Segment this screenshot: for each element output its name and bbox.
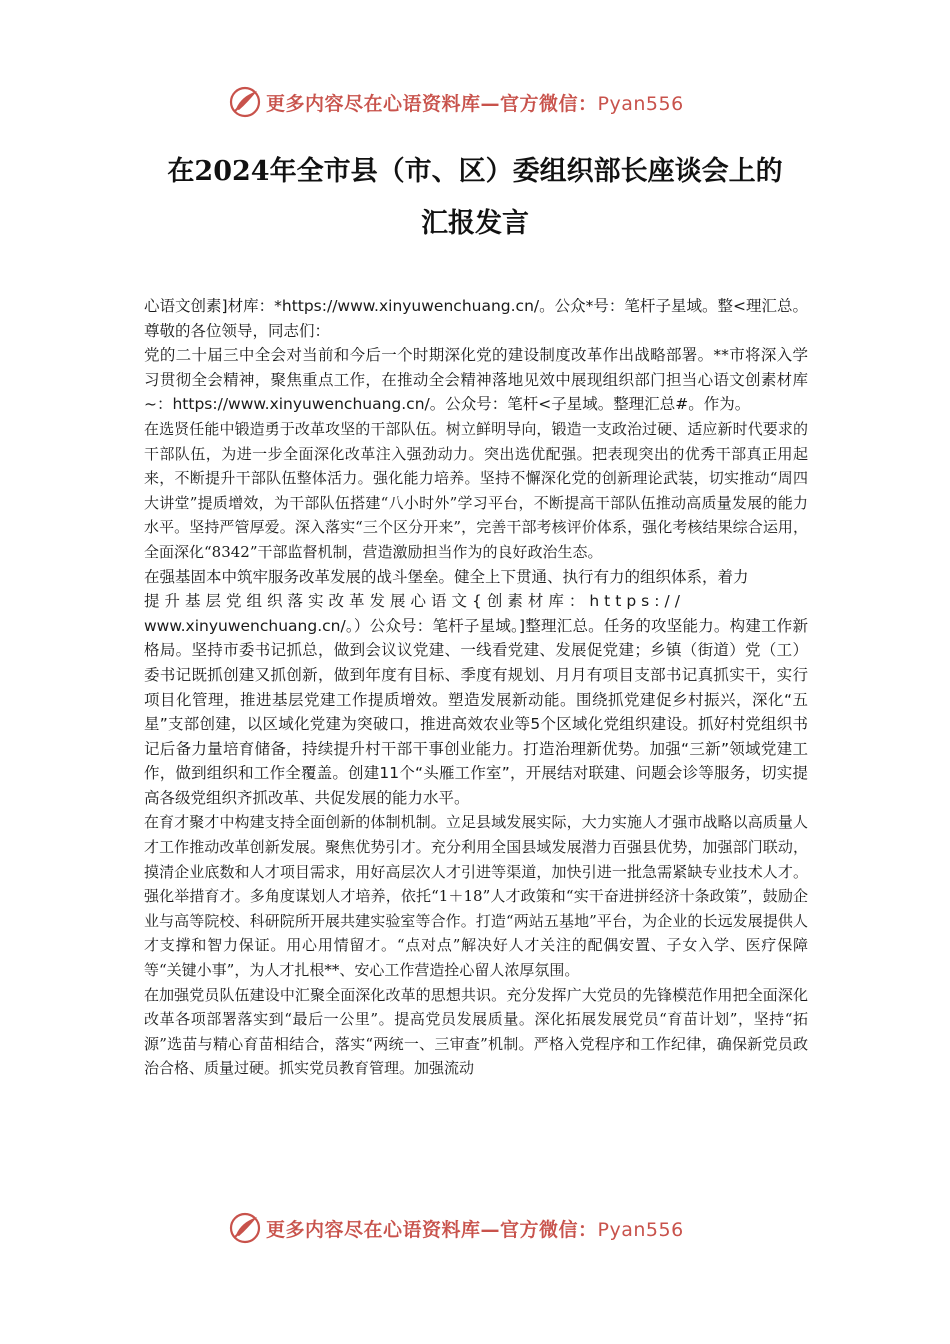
watermark-banner-top xyxy=(228,82,728,122)
document-body xyxy=(144,294,808,1081)
paragraph-preface: 党的二十届三中全会对当前和今后一个时期深化党的建设制度改革作出战略部署。**市将深入学习贯彻全会精神，聚焦重点工作，在推动全会精神落地见效中展现组织部门担当心语文创素材库~：https://www.xinyuwenchuang.cn/。公众号：笔杆<子星域。整理汇总#。作为。 xyxy=(144,346,808,414)
paragraph-grassroots xyxy=(144,565,808,811)
paragraph-talent: 在育才聚才中构建支持全面创新的体制机制。立足县域发展实际，大力实施人才强市战略以高质量人才工作推动改革创新发展。聚焦优势引才。充分利用全国县域发展潜力百强县优势，加强部门联动，摸清企业底数和人才项目需求，用好高层次人才引进等渠道，加快引进一批急需紧缺专业技术人才。强化举措育才。多角度谋划人才培养，依托“1＋18”人才政策和“实干奋进拼经济十条政策”，鼓励企业与高等院校、科研院所开展共建实验室等合作。打造“两站五基地”平台，为企业的长远发展提供人才支撑和智力保证。用心用情留才。“点对点”解决好人才关注的配偶安置、子女入学、医疗保障等“关键小事”，为人才扎根**、安心工作营造拴心留人浓厚氛围。 xyxy=(144,813,808,980)
paragraph-grassroots-line1: 在强基固本中筑牢服务改革发展的战斗堡垒。健全上下贯通、执行有力的组织体系，着力 xyxy=(144,567,749,586)
wechat-id: Pyan556 xyxy=(597,1218,684,1241)
paragraph-intro: 心语文创素]材库：*https://www.xinyuwenchuang.cn/。公众*号：笔杆子星域。整<理汇总。尊敬的各位领导，同志们： xyxy=(144,297,808,340)
book-quill-logo-icon xyxy=(228,1211,262,1245)
paragraph-cadres: 在选贤任能中锻造勇于改革攻坚的干部队伍。树立鲜明导向，锻造一支政治过硬、适应新时代要求的干部队伍，为进一步全面深化改革注入强劲动力。突出选优配强。把表现突出的优秀干部真正用起来，不断提升干部队伍整体活力。强化能力培养。坚持不懈深化党的创新理论武装，切实推动“周四大讲堂”提质增效，为干部队伍搭建“八小时外”学习平台，不断提高干部队伍推动高质量发展的能力水平。坚持严管厚爱。深入落实“三个区分开来”，完善干部考核评价体系，强化考核结果综合运用，全面深化“8342”干部监督机制，营造激励担当作为的良好政治生态。 xyxy=(144,419,808,561)
paragraph-grassroots-rest: www.xinyuwenchuang.cn/。）公众号：笔杆子星域。]整理汇总。任务的攻坚能力。构建工作新格局。坚持市委书记抓总，做到会议议党建、一线看党建、发展促党建；乡镇（街道）党（工）委书记既抓创建又抓创新，做到年度有目标、季度有规划、月月有项目支部书记真抓实干，实行项目化管理，推进基层党建工作提质增效。塑造发展新动能。围绕抓党建促乡村振兴，深化“五星”支部创建，以区域化党建为突破口，推进高效农业等5个区域化党组织建设。抓好村党组织书记后备力量培育储备，持续提升村干部干事创业能力。打造治理新优势。加强“三新”领域党建工作，做到组织和工作全覆盖。创建11个“头雁工作室”，开展结对联建、问题会诊等服务，切实提高各级党组织齐抓改革、共促发展的能力水平。 xyxy=(144,616,808,807)
title-line-2: 汇报发言 xyxy=(421,208,529,239)
watermark-text: 更多内容尽在心语资料库—官方微信：Pyan556 xyxy=(266,92,684,115)
paragraph-party-members: 在加强党员队伍建设中汇聚全面深化改革的思想共识。充分发挥广大党员的先锋模范作用把全面深化改革各项部署落实到“最后一公里”。提高党员发展质量。深化拓展发展党员“育苗计划”，坚持“拓源”选苗与精心育苗相结合，落实“两统一、三审查”机制。严格入党程序和工作纪律，确保新党员政治合格、质量过硬。抓实党员教育管理。加强流动 xyxy=(144,985,808,1078)
watermark-banner-bottom xyxy=(228,1208,728,1248)
document-title xyxy=(100,146,850,250)
paragraph-grassroots-line2: 提升基层党组织落实改革发展心语文{创素材库：https:// xyxy=(144,592,685,611)
book-quill-logo-icon xyxy=(228,85,262,119)
title-line-1: 在2024年全市县（市、区）委组织部长座谈会上的 xyxy=(167,156,783,187)
wechat-id: Pyan556 xyxy=(597,92,684,115)
watermark-text: 更多内容尽在心语资料库—官方微信：Pyan556 xyxy=(266,1218,684,1241)
